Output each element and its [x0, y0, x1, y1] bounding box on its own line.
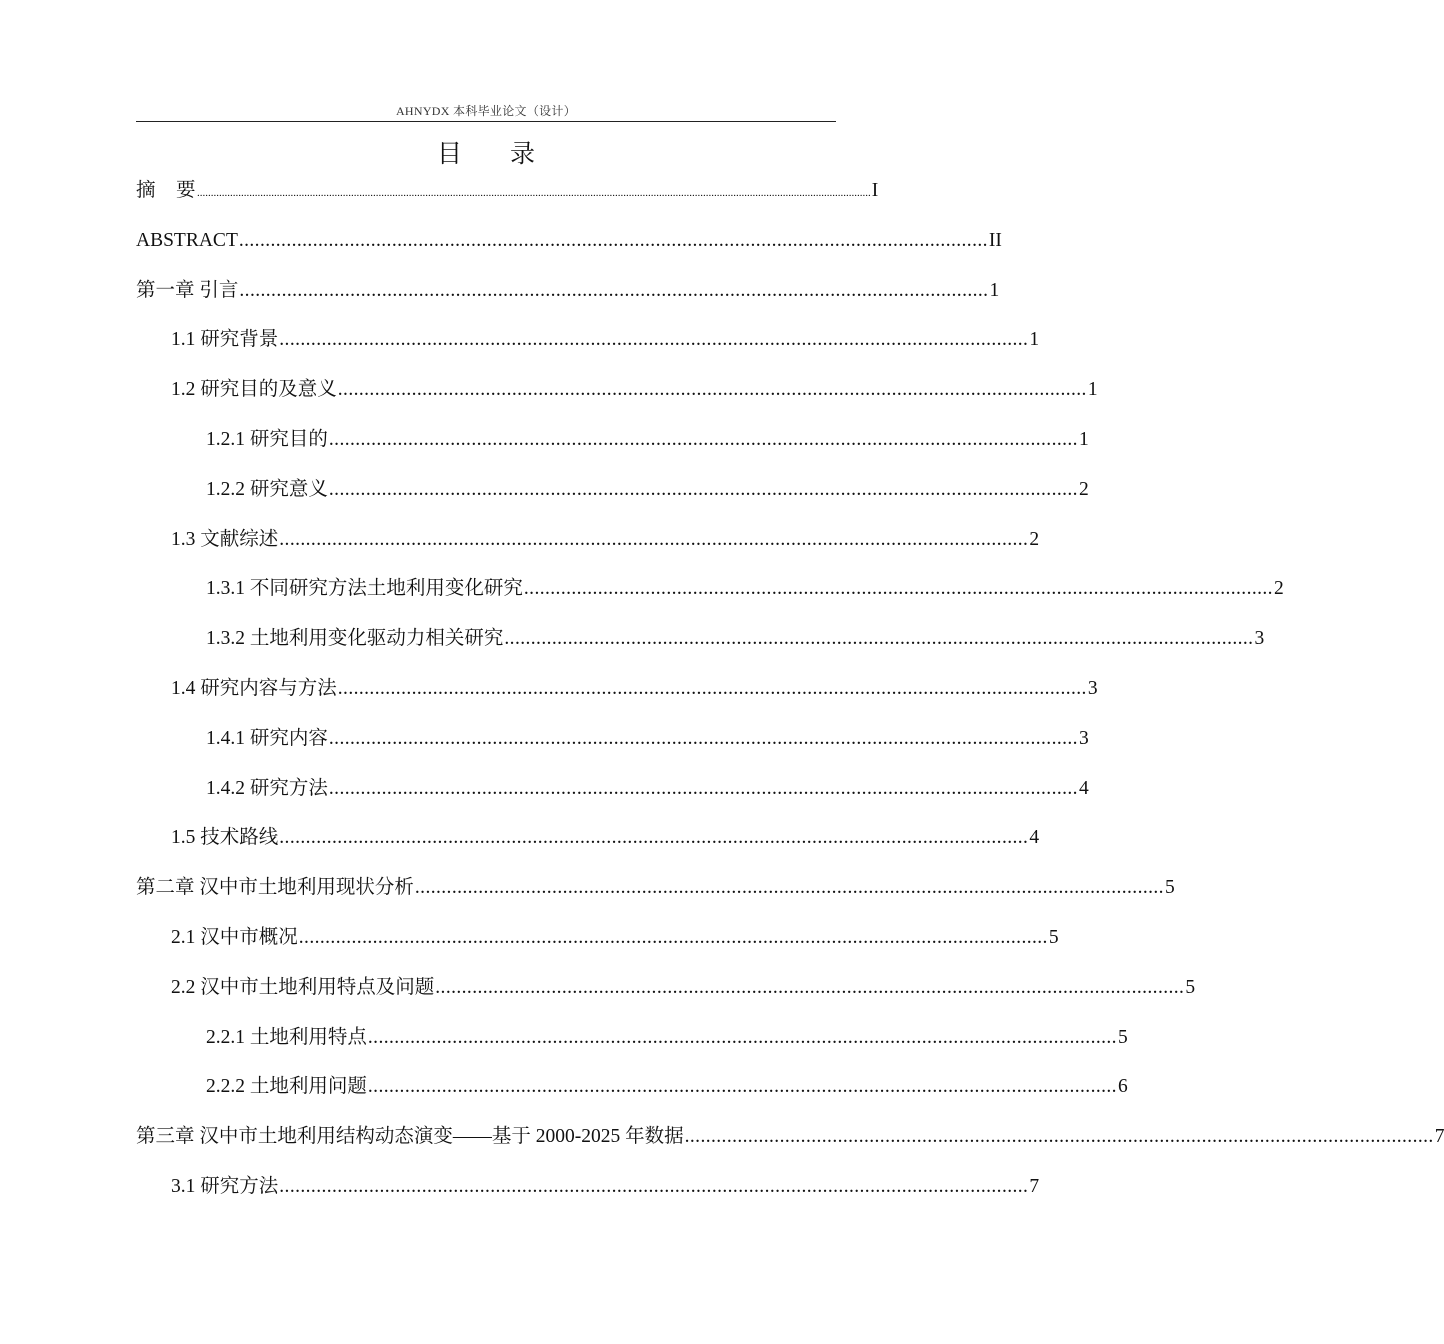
toc-entry-1-2-1[interactable]: [136, 415, 1089, 465]
toc-dot-leader: ..............................................................................................................................................: [504, 628, 1254, 650]
toc-entry-1-5[interactable]: [136, 813, 1040, 863]
toc-entry-label: 1.2.2 研究意义: [206, 478, 328, 500]
toc-entry-chapter-2[interactable]: [136, 863, 1175, 913]
page-title: 目 录: [437, 139, 555, 168]
toc-entry-label: ABSTRACT: [136, 229, 238, 251]
toc-entry-label: 1.1 研究背景: [171, 329, 279, 351]
toc-page-number: 2: [1029, 528, 1040, 550]
toc-entry-label: 1.3 文献综述: [171, 528, 279, 550]
toc-page-number: 3: [1078, 727, 1089, 749]
toc-entry-1-4-1[interactable]: [136, 714, 1089, 764]
toc-entry-label: 1.3.2 土地利用变化驱动力相关研究: [206, 628, 504, 650]
toc-dot-leader: ..............................................................................................................................................: [328, 478, 1078, 500]
toc-entry-label: 第三章 汉中市土地利用结构动态演变——基于 2000-2025 年数据: [136, 1126, 684, 1148]
toc-entry-1-3-1[interactable]: [136, 564, 1284, 614]
toc-entry-chapter-3[interactable]: [136, 1112, 1444, 1162]
toc-entry-label: 摘 要: [136, 180, 197, 201]
toc-page-number: I: [871, 180, 879, 201]
toc-entry-label: 1.5 技术路线: [171, 827, 279, 849]
toc-entry-1-3[interactable]: [136, 515, 1040, 565]
toc-page-number: II: [988, 229, 1002, 251]
toc-entry-1-4[interactable]: [136, 664, 1098, 714]
toc-entry-label: 1.4.2 研究方法: [206, 777, 328, 799]
toc-page-number: 3: [1087, 677, 1098, 699]
toc-page-number: 6: [1117, 1076, 1128, 1098]
toc-page-number: 4: [1078, 777, 1089, 799]
toc-entry-label: 3.1 研究方法: [171, 1175, 279, 1197]
toc-page-number: 5: [1117, 1026, 1128, 1048]
toc-page-number: 2: [1273, 578, 1284, 600]
toc-entry-label: 1.4 研究内容与方法: [171, 677, 337, 699]
toc-dot-leader: ..............................................................................................................................................: [435, 976, 1185, 998]
toc-entry-label: 第二章 汉中市土地利用现状分析: [136, 877, 414, 899]
toc-dot-leader: ..............................................................................................................................................: [239, 279, 989, 301]
toc-entry-abstract-en[interactable]: [136, 216, 1002, 266]
toc-entry-1-1[interactable]: [136, 315, 1040, 365]
toc-dot-leader: ..............................................................................................................................................: [238, 229, 988, 251]
toc-dot-leader: ..............................................................................................................................................: [298, 926, 1048, 948]
toc-dot-leader: ..............................................................................................................................................: [414, 877, 1164, 899]
toc-entry-label: 2.1 汉中市概况: [171, 926, 298, 948]
toc-dot-leader: ..............................................................................................................................................: [523, 578, 1273, 600]
toc-page-number: 7: [1434, 1126, 1444, 1148]
toc-entry-2-2[interactable]: [136, 963, 1196, 1013]
toc-entry-abstract-cn[interactable]: [136, 166, 879, 216]
toc-page-number: 5: [1164, 877, 1175, 899]
toc-entry-label: 2.2 汉中市土地利用特点及问题: [171, 976, 435, 998]
toc-page-number: 7: [1029, 1175, 1040, 1197]
toc-dot-leader: ..............................................................................................................................................: [279, 329, 1029, 351]
toc-dot-leader: ..............................................................................................................................................: [279, 528, 1029, 550]
toc-entry-label: 1.2 研究目的及意义: [171, 379, 337, 401]
toc-entry-1-2-2[interactable]: [136, 465, 1089, 515]
table-of-contents: [136, 166, 1444, 1212]
toc-entry-1-2[interactable]: [136, 365, 1098, 415]
toc-dot-leader: ..............................................................................................................................................: [337, 379, 1087, 401]
toc-page-number: 1: [1087, 379, 1098, 401]
toc-page-number: 5: [1185, 976, 1196, 998]
toc-dot-leader: ..............................................................................................................................................: [367, 1076, 1117, 1098]
toc-entry-label: 1.2.1 研究目的: [206, 428, 328, 450]
toc-entry-chapter-1[interactable]: [136, 266, 1000, 316]
toc-page-number: 1: [1078, 428, 1089, 450]
toc-page-number: 5: [1048, 926, 1059, 948]
toc-dot-leader: ..............................................................................................................................................: [328, 727, 1078, 749]
toc-entry-2-2-1[interactable]: [136, 1013, 1128, 1063]
toc-entry-2-1[interactable]: [136, 913, 1059, 963]
toc-entry-label: 1.3.1 不同研究方法土地利用变化研究: [206, 578, 523, 600]
toc-dot-leader: .....................................................................................................................................................................................................................................................: [197, 187, 871, 199]
toc-page-number: 3: [1254, 628, 1265, 650]
toc-entry-1-4-2[interactable]: [136, 764, 1089, 814]
page-header: AHNYDX 本科毕业论文（设计）: [136, 103, 836, 122]
toc-page-number: 1: [989, 279, 1000, 301]
toc-page-number: 2: [1078, 478, 1089, 500]
toc-entry-label: 2.2.1 土地利用特点: [206, 1026, 367, 1048]
toc-dot-leader: ..............................................................................................................................................: [684, 1126, 1434, 1148]
toc-dot-leader: ..............................................................................................................................................: [279, 1175, 1029, 1197]
toc-dot-leader: ..............................................................................................................................................: [328, 777, 1078, 799]
toc-entry-label: 1.4.1 研究内容: [206, 727, 328, 749]
toc-dot-leader: ..............................................................................................................................................: [337, 677, 1087, 699]
toc-page-number: 4: [1029, 827, 1040, 849]
toc-entry-label: 第一章 引言: [136, 279, 239, 301]
toc-entry-3-1[interactable]: [136, 1162, 1040, 1212]
toc-entry-label: 2.2.2 土地利用问题: [206, 1076, 367, 1098]
toc-entry-1-3-2[interactable]: [136, 614, 1265, 664]
toc-dot-leader: ..............................................................................................................................................: [279, 827, 1029, 849]
toc-page-number: 1: [1029, 329, 1040, 351]
toc-dot-leader: ..............................................................................................................................................: [328, 428, 1078, 450]
toc-entry-2-2-2[interactable]: [136, 1062, 1128, 1112]
toc-dot-leader: ..............................................................................................................................................: [367, 1026, 1117, 1048]
